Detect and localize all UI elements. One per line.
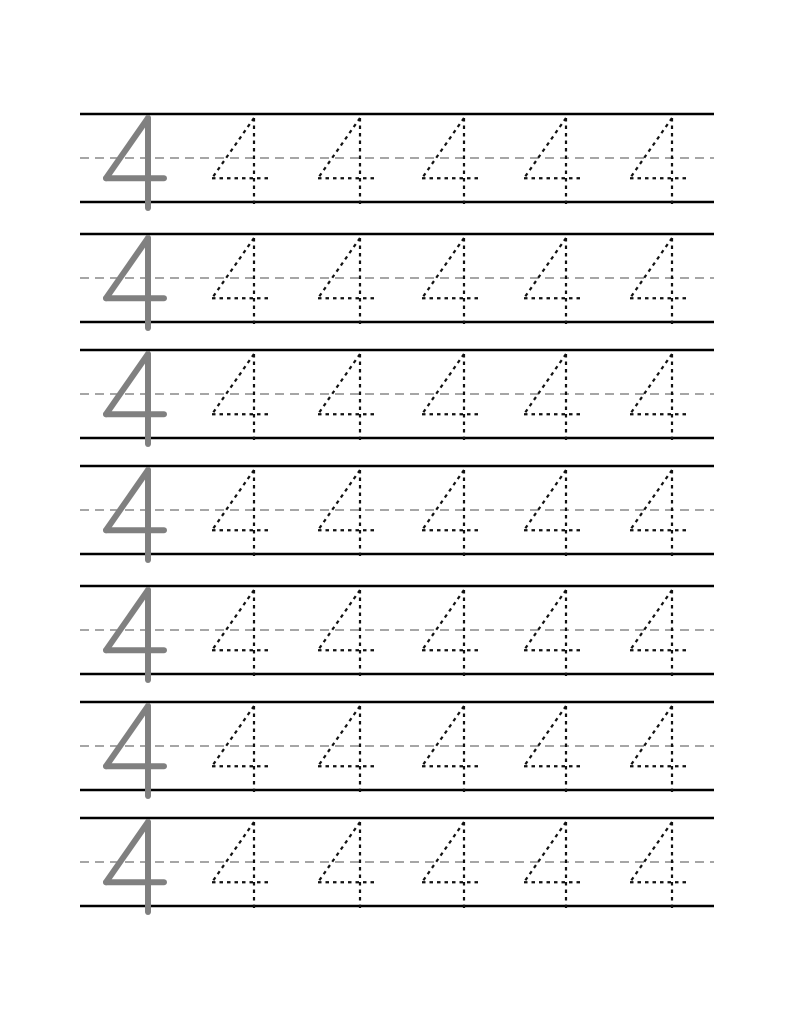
model-digit xyxy=(106,822,164,912)
trace-digit[interactable] xyxy=(422,470,480,560)
model-digit xyxy=(106,354,164,444)
trace-digit[interactable] xyxy=(318,238,376,328)
trace-digit[interactable] xyxy=(422,706,480,796)
model-digit xyxy=(106,706,164,796)
writing-row xyxy=(80,114,714,208)
trace-digit[interactable] xyxy=(318,590,376,680)
trace-digit[interactable] xyxy=(212,706,270,796)
trace-digit[interactable] xyxy=(212,470,270,560)
trace-digit[interactable] xyxy=(524,118,582,208)
model-digit xyxy=(106,238,164,328)
trace-digit[interactable] xyxy=(318,822,376,912)
trace-digit[interactable] xyxy=(630,118,688,208)
trace-digit[interactable] xyxy=(212,238,270,328)
trace-digit[interactable] xyxy=(630,822,688,912)
trace-digit[interactable] xyxy=(524,238,582,328)
writing-row xyxy=(80,702,714,796)
writing-row xyxy=(80,586,714,680)
trace-digit[interactable] xyxy=(630,238,688,328)
trace-digit[interactable] xyxy=(630,354,688,444)
trace-digit[interactable] xyxy=(524,590,582,680)
trace-digit[interactable] xyxy=(212,354,270,444)
model-digit xyxy=(106,470,164,560)
trace-digit[interactable] xyxy=(524,354,582,444)
writing-row xyxy=(80,818,714,912)
writing-row xyxy=(80,350,714,444)
trace-digit[interactable] xyxy=(630,590,688,680)
model-digit xyxy=(106,590,164,680)
trace-digit[interactable] xyxy=(422,238,480,328)
trace-digit[interactable] xyxy=(630,470,688,560)
trace-digit[interactable] xyxy=(318,706,376,796)
trace-digit[interactable] xyxy=(318,118,376,208)
writing-row xyxy=(80,466,714,560)
trace-digit[interactable] xyxy=(524,822,582,912)
trace-digit[interactable] xyxy=(524,470,582,560)
trace-digit[interactable] xyxy=(422,822,480,912)
trace-digit[interactable] xyxy=(524,706,582,796)
trace-digit[interactable] xyxy=(212,118,270,208)
trace-digit[interactable] xyxy=(212,590,270,680)
trace-digit[interactable] xyxy=(318,354,376,444)
writing-row xyxy=(80,234,714,328)
trace-digit[interactable] xyxy=(422,118,480,208)
trace-digit[interactable] xyxy=(318,470,376,560)
trace-digit[interactable] xyxy=(422,354,480,444)
model-digit xyxy=(106,118,164,208)
trace-digit[interactable] xyxy=(212,822,270,912)
trace-digit[interactable] xyxy=(422,590,480,680)
trace-digit[interactable] xyxy=(630,706,688,796)
